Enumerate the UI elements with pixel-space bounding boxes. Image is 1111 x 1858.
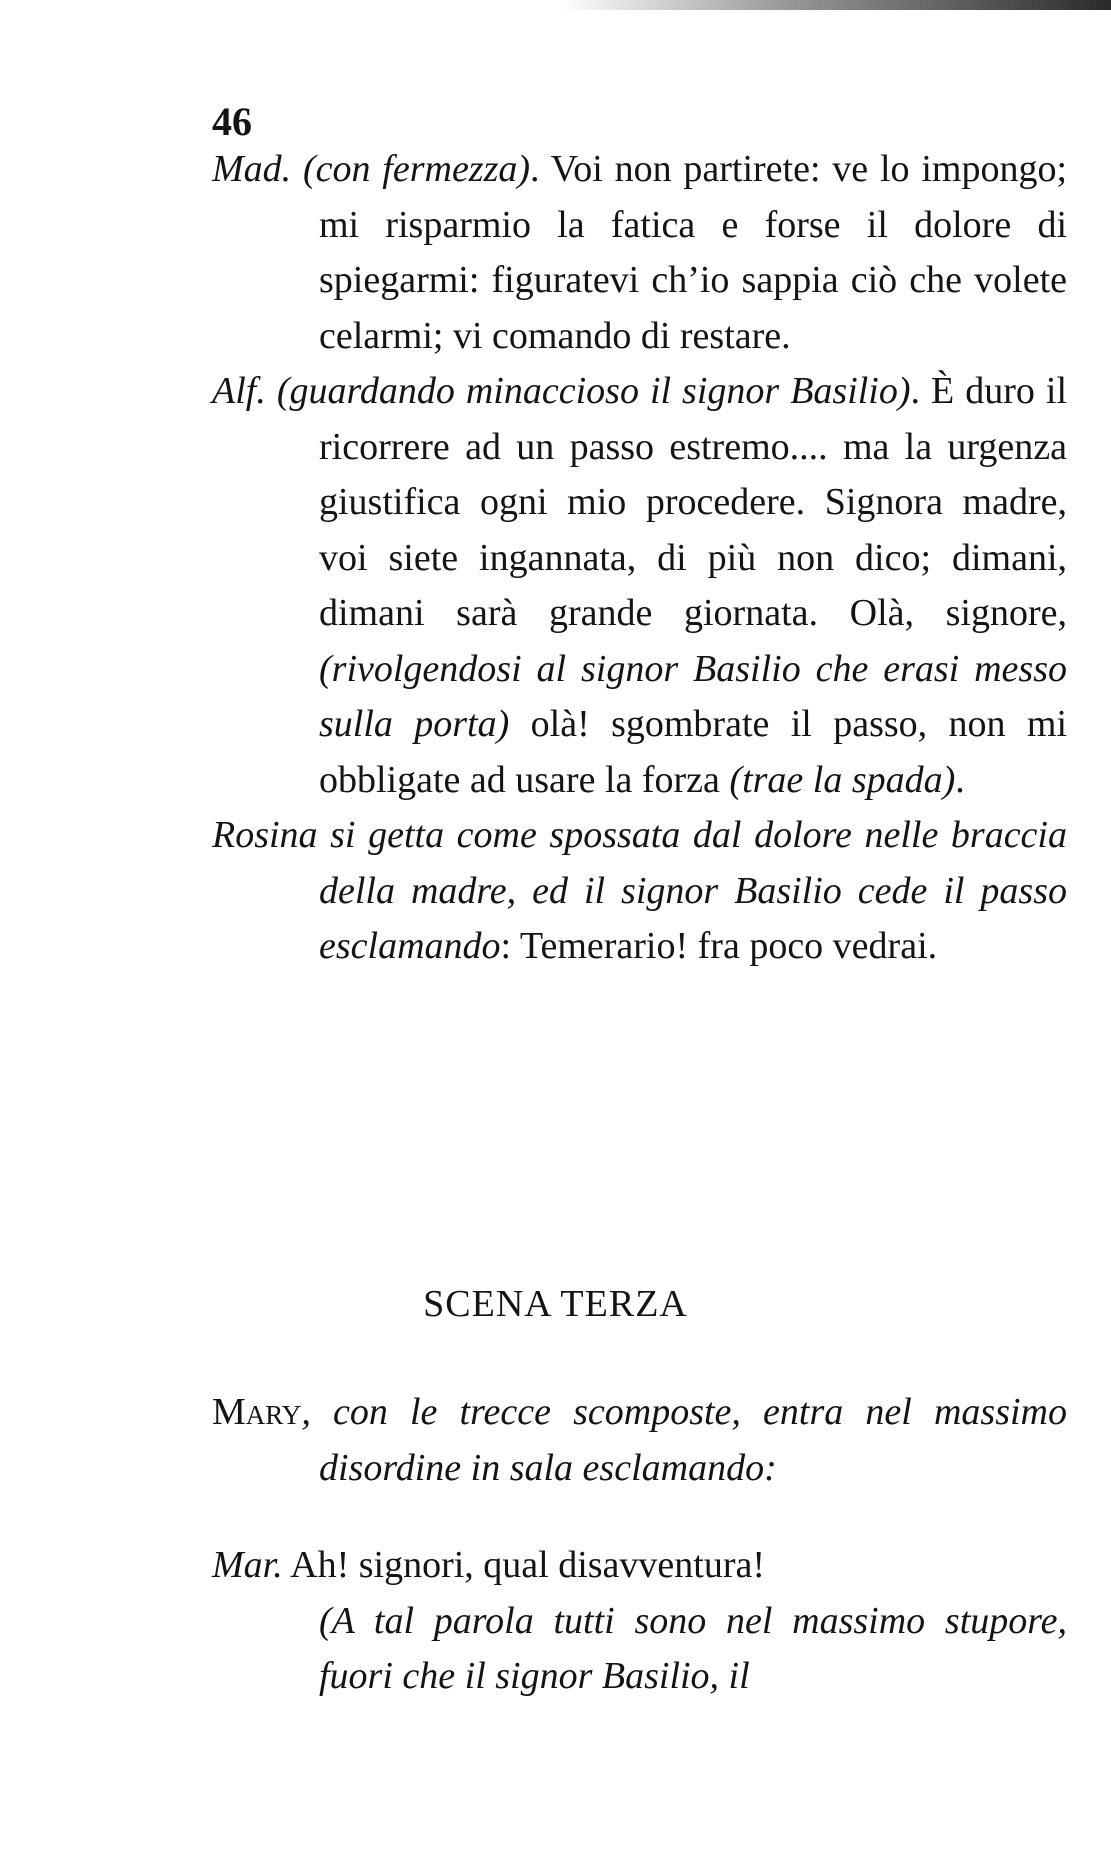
scene-stage-direction <box>212 1385 1067 1496</box>
dialogue-block-lower <box>212 1538 1067 1705</box>
speaker-mar: Mar. <box>212 1544 283 1586</box>
stage-direction: (con fermezza) <box>302 148 531 190</box>
stage-direction: , con le trecce scomposte, entra nel massimo disordine in sala esclamando: <box>301 1391 1067 1489</box>
speech-madre <box>212 142 1067 364</box>
speech-text: olà! sgombrate il passo, non mi obbligate ad usare la forza <box>319 703 1068 801</box>
stage-direction: (rivolgendosi al signor Basilio che erasi messo sulla porta) <box>319 647 1067 745</box>
stage-direction-mary <box>212 1385 1067 1496</box>
speaker-mad: Mad. <box>212 148 292 190</box>
speech-alfredo <box>212 364 1067 808</box>
stage-direction: (trae la spada) <box>729 758 956 801</box>
stage-direction-rosina <box>212 808 1067 975</box>
character-name-mary: Mary <box>212 1391 302 1433</box>
scene-heading: SCENA TERZA <box>423 1283 688 1325</box>
speech-text: . È duro il ricorrere ad un passo estremo.... ma la urgenza giustifica ogni mio procedere. Signora madre, voi siete ingannata, di più non dico; dimani, dimani sarà grande giornata. Olà, signore, <box>319 370 1067 634</box>
page-number: 46 <box>212 99 252 144</box>
stage-direction: (guardando minaccioso il signor Basilio) <box>265 370 911 412</box>
speech-text: : Temerario! fra poco vedrai. <box>500 925 938 967</box>
stage-direction: Rosina si getta come spossata dal dolore nelle braccia della madre, ed il signor Basilio cede il passo esclamando <box>212 814 1067 967</box>
stage-direction: (A tal parola tutti sono nel massimo stupore, fuori che il signor Basilio, il <box>319 1599 1067 1697</box>
speech-mary <box>212 1538 1067 1705</box>
speech-text: . Voi non partirete: ve lo impongo; mi risparmio la fatica e forse il dolore di spiegarmi: figuratevi ch’io sappia ciò che volete celarmi; vi comando di restare. <box>319 148 1068 357</box>
speaker-alf: Alf. <box>212 370 266 412</box>
speech-text: Ah! signori, qual disavventura! <box>282 1544 766 1586</box>
speech-text: . <box>955 758 965 801</box>
dialogue-block-upper <box>212 142 1067 975</box>
